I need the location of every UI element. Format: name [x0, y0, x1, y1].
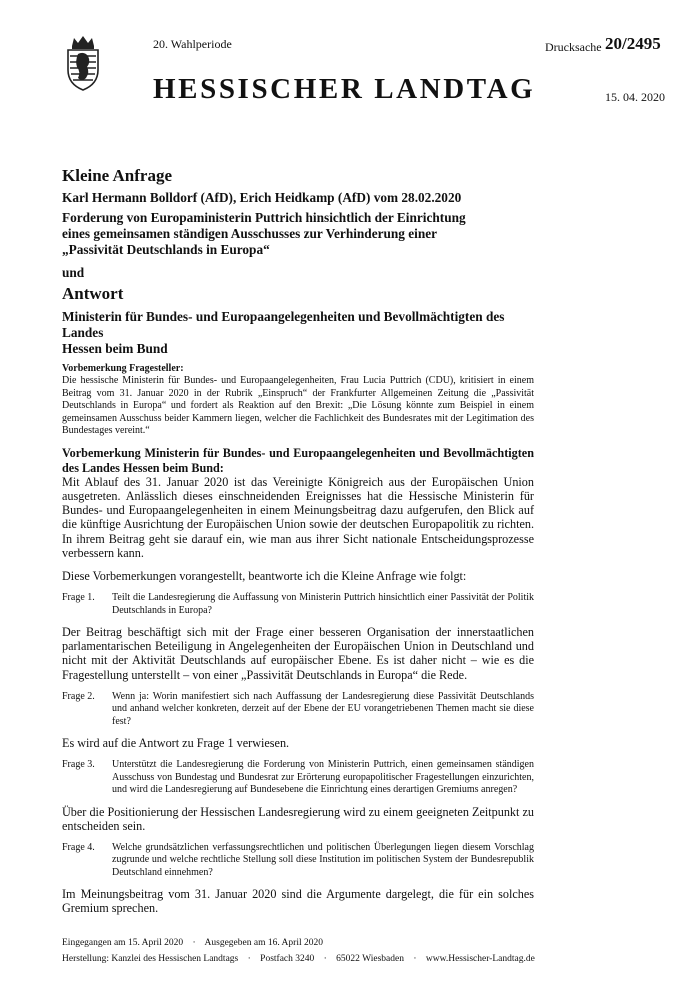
separator: · [247, 954, 251, 964]
und-label: und [62, 265, 85, 280]
answer-1: Der Beitrag beschäftigt sich mit der Frage einer besseren Organisation der innerstaatlichen parlamentarischen Beteiligung in Angelegenheiten der Europäischen Union in Deutschland und nicht mit der Aktivität Deutschlands auf europäischer Ebene. Es ist daher nicht – wie es die Fragestellung unterstellt – von einer „Passivität Deutschlands in Europa“ die Rede. [62, 625, 534, 682]
question-text: Unterstützt die Landesregierung die Forderung von Ministerin Puttrich, einen gemeinsamen ständigen Ausschuss von Bundestag und Bundesrat zur Erörterung europapolitischer Fragestellungen einzurichten, und wird die Landesregierung auf Bundesebene die Einrichtung eines derartigen Gremiums anregen? [112, 759, 534, 796]
postfach-text: Postfach 3240 [260, 954, 315, 964]
website-link[interactable]: www.Hessischer-Landtag.de [425, 954, 535, 964]
footer [62, 935, 542, 967]
drucksache-number: 20/2495 [605, 34, 661, 53]
ministry-line: Ministerin für Bundes- und Europaangelegenheiten und Bevollmächtigten des Landes [62, 309, 505, 340]
antwort-heading: Antwort [62, 284, 124, 303]
question-label: Frage 1. [62, 592, 95, 604]
footer-dates-line [62, 935, 542, 951]
separator: · [413, 954, 417, 964]
question-label: Frage 2. [62, 690, 95, 702]
eingegangen-date: Eingegangen am 15. April 2020 [62, 938, 184, 948]
question-text: Wenn ja: Worin manifestiert sich nach Auffassung der Landesregierung diese Passivität Deutschlands und anhand welcher konkreten, derzeit auf der Ebene der EU vorangetriebenen Themen macht sie diese fest? [112, 690, 534, 727]
separator: · [192, 938, 196, 948]
drucksache-label: Drucksache [545, 40, 602, 54]
ministry-line: Hessen beim Bund [62, 341, 168, 356]
question-text: Teilt die Landesregierung die Auffassung von Ministerin Puttrich hinsichtlich einer Passivität der Politik Deutschlands in Europa? [112, 592, 534, 616]
document-date: 15. 04. 2020 [605, 90, 665, 104]
question-1 [62, 592, 534, 617]
separator: · [323, 954, 327, 964]
hessen-coat-of-arms-icon [64, 34, 102, 92]
wahlperiode-label: 20. Wahlperiode [153, 37, 232, 51]
authors-line: Karl Hermann Bolldorf (AfD), Erich Heidkamp (AfD) vom 28.02.2020 [62, 190, 462, 205]
answer-4: Im Meinungsbeitrag vom 31. Januar 2020 sind die Argumente dargelegt, die für ein solches Gremium sprechen. [62, 887, 534, 916]
vorbemerkung-ministerin-heading: Vorbemerkung Ministerin für Bundes- und Europaangelegenheiten und Bevollmächtigten des Landes Hessen beim Bund: [62, 446, 534, 475]
question-text: Welche grundsätzlichen verfassungsrechtlichen und politischen Überlegungen liegen diesem Vorschlag zugrunde und welche rechtliche Stellung soll diese Institution im politischen System der Bundesrepublik Deutschland einnehmen? [112, 841, 534, 878]
landtag-title: HESSISCHER LANDTAG [153, 73, 536, 105]
ort-text: 65022 Wiesbaden [336, 954, 404, 964]
herstellung-text: Herstellung: Kanzlei des Hessischen Landtags [62, 954, 239, 964]
subject-line: eines gemeinsamen ständigen Ausschusses zur Verhinderung einer [62, 226, 438, 241]
document-body [62, 348, 534, 916]
answer-2: Es wird auf die Antwort zu Frage 1 verwiesen. [62, 736, 290, 751]
question-label: Frage 4. [62, 841, 95, 853]
question-label: Frage 3. [62, 759, 95, 771]
question-2 [62, 691, 534, 728]
ausgegeben-date: Ausgegeben am 16. April 2020 [204, 938, 323, 948]
subject-line: „Passivität Deutschlands in Europa“ [62, 242, 270, 257]
question-3 [62, 759, 534, 796]
footer-publisher-line [62, 951, 542, 967]
question-4 [62, 842, 534, 879]
title-block [62, 166, 534, 357]
kleine-anfrage-heading: Kleine Anfrage [62, 166, 173, 185]
answer-3: Über die Positionierung der Hessischen Landesregierung wird zu einem geeigneten Zeitpunkt zu entscheiden sein. [62, 804, 534, 833]
intro-paragraph: Diese Vorbemerkungen vorangestellt, beantworte ich die Kleine Anfrage wie folgt: [62, 569, 467, 584]
subject-line: Forderung von Europaministerin Puttrich hinsichtlich der Einrichtung [62, 210, 466, 225]
vorbemerkung-fragesteller-heading: Vorbemerkung Fragesteller: [62, 363, 184, 374]
vorbemerkung-fragesteller-text: Die hessische Ministerin für Bundes- und Europaangelegenheiten, Frau Lucia Puttrich (CDU), kritisiert in einem Beitrag vom 31. Januar 2020 in der Rubrik „Einspruch“ der Frankfurter Allgemeinen Zeitung die „Passivität Deutschlands in Europa“ und fordert als Reaktion auf den Brexit: „Die Lösung könnte zum Beispiel in einem gemeinsamen Ausschuss beider Kammern liegen, welcher die Fachlichkeit des Bundesrates mit der Legitimation des Bundestages vereint.“ [62, 375, 534, 437]
vorbemerkung-ministerin-text: Mit Ablauf des 31. Januar 2020 ist das Vereinigte Königreich aus der Europäischen Union ausgetreten. Anlässlich dieses einschneidenden Ereignisses hat die Hessische Ministerin für Bundes- und Europaangelegenheiten in einem Meinungsbeitrag dazu aufgerufen, den Blick auf die künftige Ausrichtung der Europäischen Union sowie der deutschen Europapolitik zu richten. In ihrem Beitrag geht sie darauf ein, wie man aus ihrer Sicht nationale Entscheidungsprozesse verbessern kann. [62, 474, 534, 560]
